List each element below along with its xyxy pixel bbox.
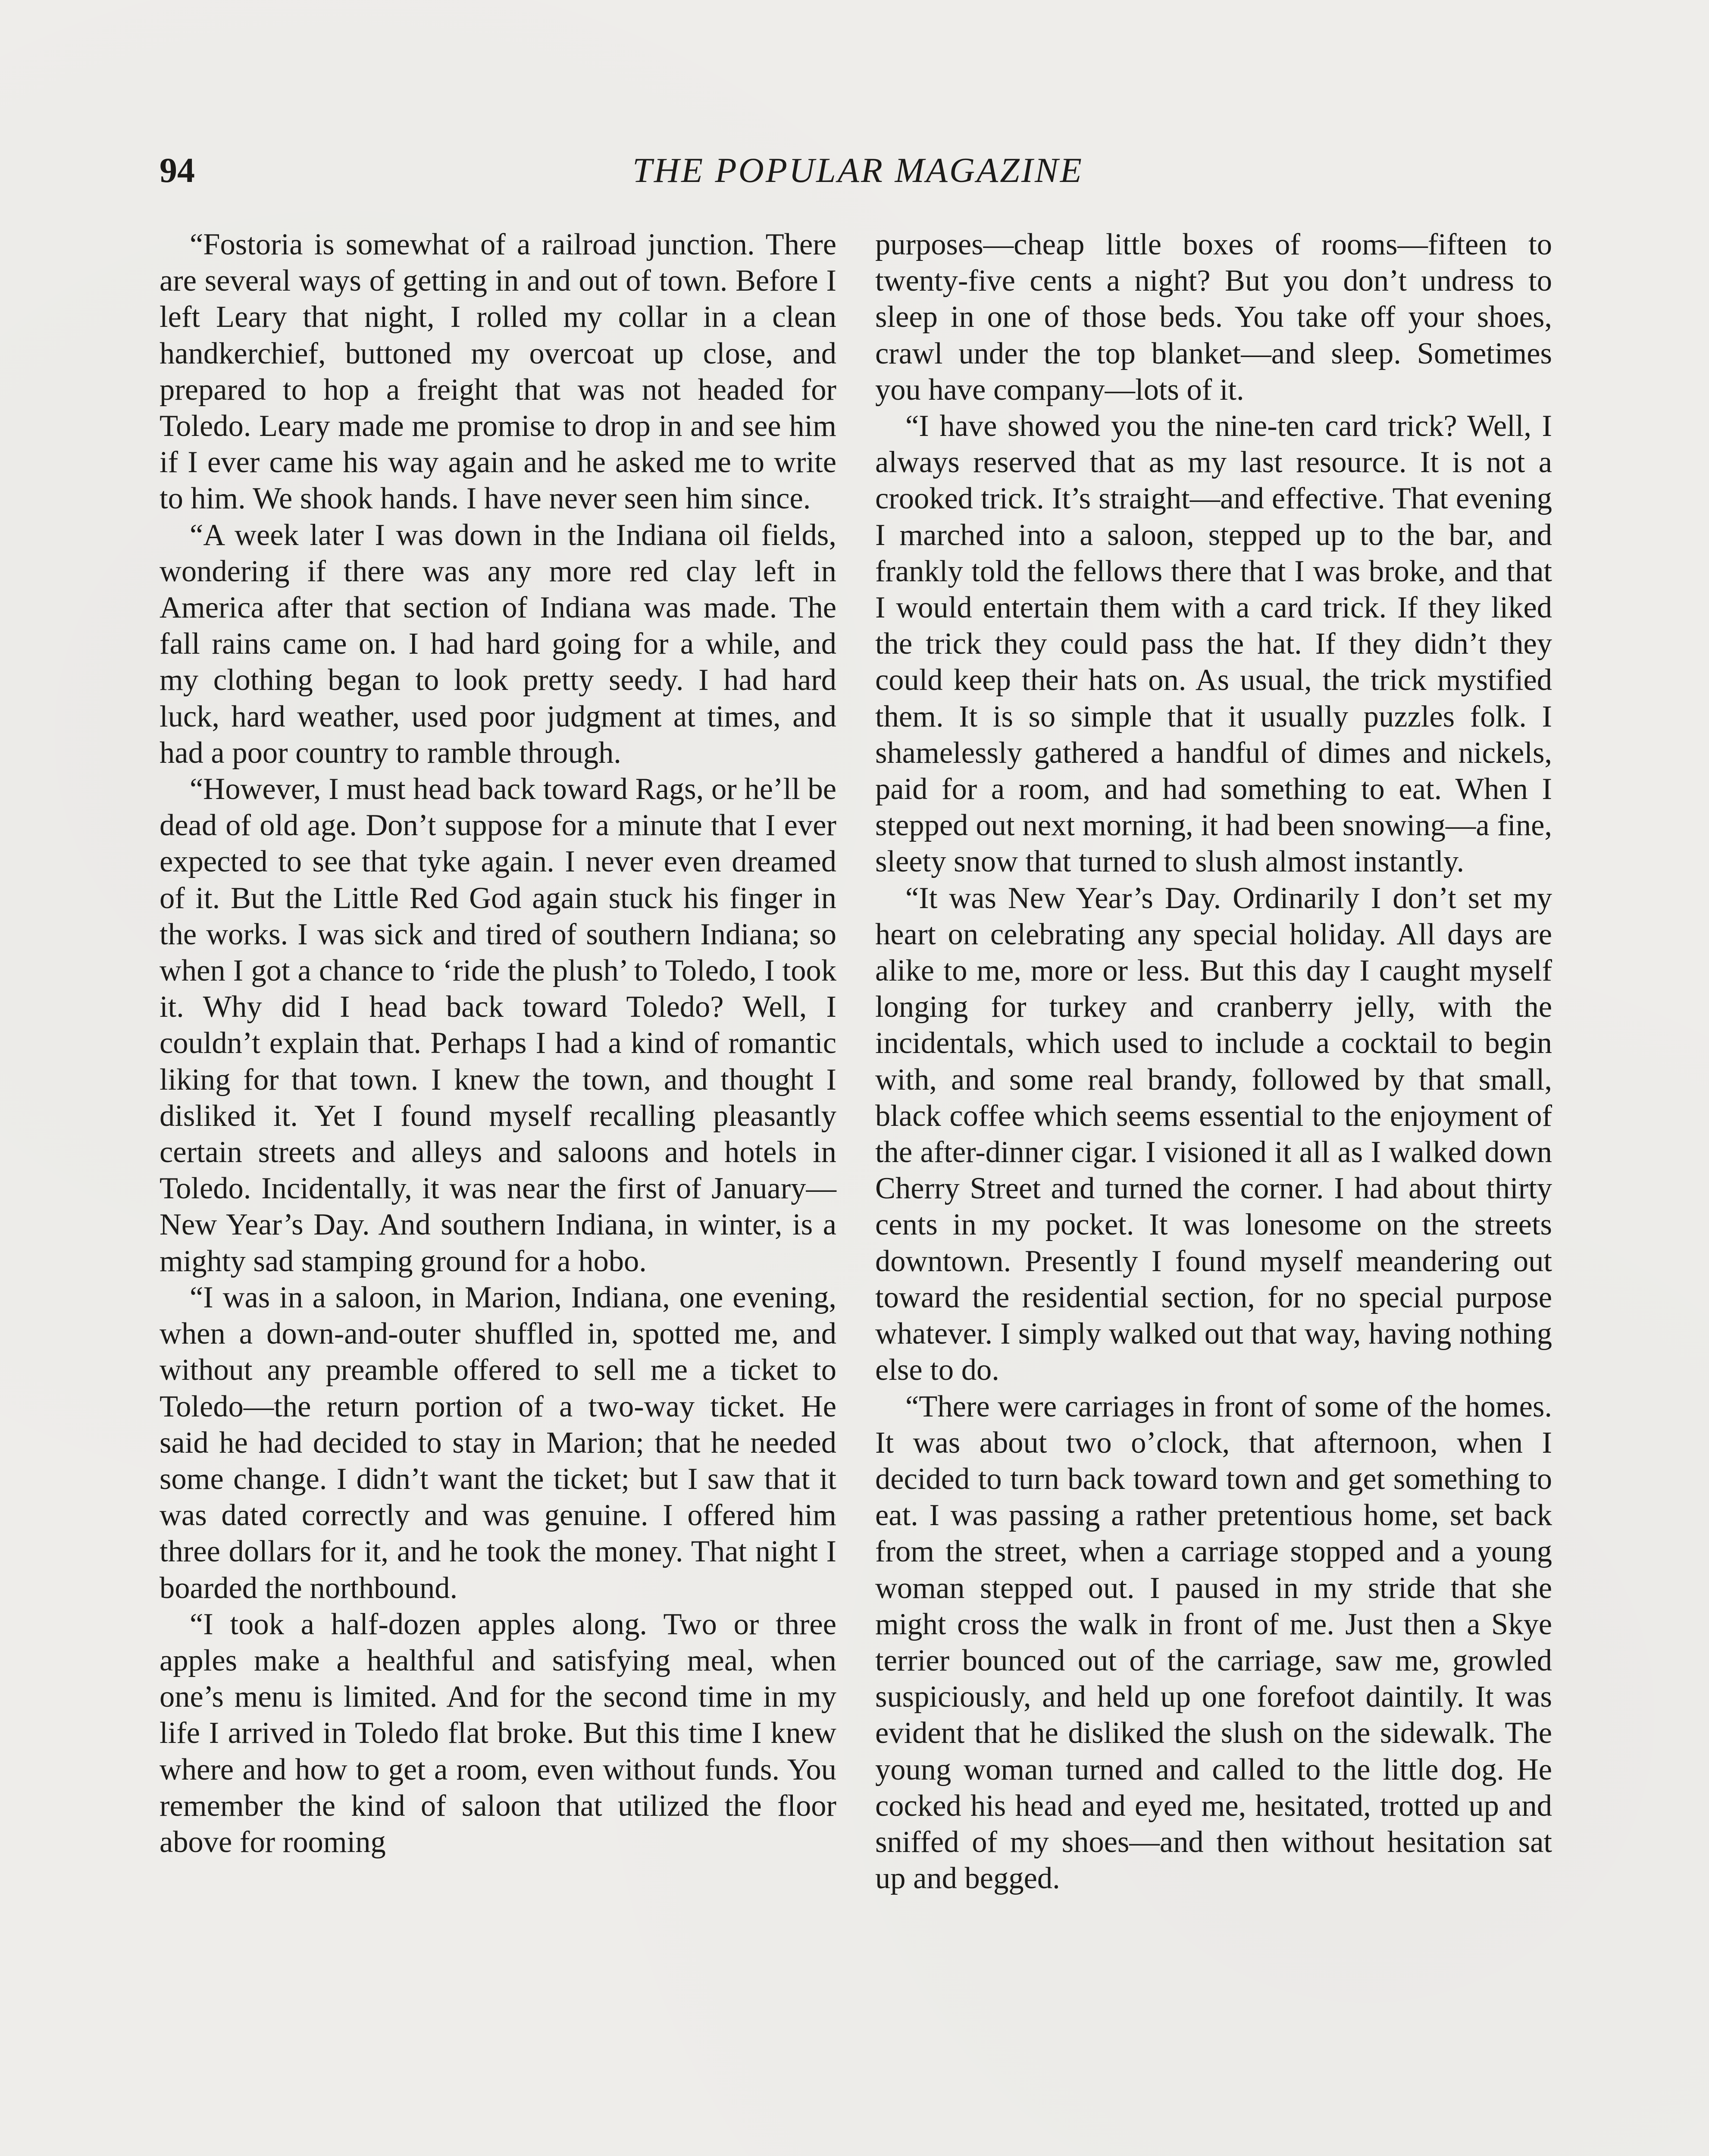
running-title: THE POPULAR MAGAZINE: [632, 150, 1083, 190]
page-number: 94: [160, 150, 195, 190]
paragraph: “There were carriages in front of some of the homes. It was about two o’clock, that afternoon, when I decided to turn back toward town and get something to eat. I was passing a rather pretentious home, set back from the street, when a carriage stopped and a young woman stepped out. I paused in my stride that she might cross the walk in front of me. Just then a Skye terrier bounced out of the carriage, saw me, growled suspiciously, and held up one forefoot daintily. It was evident that he disliked the slush on the sidewalk. The young woman turned and called to the little dog. He cocked his head and eyed me, hesitated, trotted up and sniffed of my shoes—and then without hesitation sat up and begged.: [875, 1389, 1552, 1896]
paragraph-continued: purposes—cheap little boxes of rooms—fifteen to twenty-five cents a night? But you don’t undress to sleep in one of those beds. You take off your shoes, crawl under the top blanket—and sleep. Sometimes you have company—lots of it.: [875, 228, 1552, 407]
right-column: [875, 226, 1552, 1896]
paragraph: “I was in a saloon, in Marion, Indiana, one evening, when a down-and-outer shuffled in, spotted me, and without any preamble offered to sell me a ticket to Toledo—the return portion of a two-way ticket. He said he had decided to stay in Marion; that he needed some change. I didn’t want the ticket; but I saw that it was dated correctly and was genuine. I offered him three dollars for it, and he took the money. That night I boarded the northbound.: [160, 1280, 836, 1605]
paragraph: “Fostoria is somewhat of a railroad junction. There are several ways of getting in and out of town. Before I left Leary that night, I rolled my collar in a clean handkerchief, buttoned my overcoat up close, and prepared to hop a freight that was not headed for Toledo. Leary made me promise to drop in and see him if I ever came his way again and he asked me to write to him. We shook hands. I have never seen him since.: [160, 228, 836, 516]
left-column: [160, 226, 836, 1860]
paragraph: “A week later I was down in the Indiana oil fields, wondering if there was any more red clay left in America after that section of Indiana was made. The fall rains came on. I had hard going for a while, and my clothing began to look pretty seedy. I had hard luck, hard weather, used poor judgment at times, and had a poor country to ramble through.: [160, 518, 836, 770]
paragraph: “I took a half-dozen apples along. Two or three apples make a healthful and satisfying meal, when one’s menu is limited. And for the second time in my life I arrived in Toledo flat broke. But this time I knew where and how to get a room, even without funds. You remember the kind of saloon that utilized the floor above for rooming: [160, 1607, 836, 1859]
paragraph: “It was New Year’s Day. Ordinarily I don’t set my heart on celebrating any special holiday. All days are alike to me, more or less. But this day I caught myself longing for turkey and cranberry jelly, with the incidentals, which used to include a cocktail to begin with, and some real brandy, followed by that small, black coffee which seems essential to the enjoyment of the after-dinner cigar. I visioned it all as I walked down Cherry Street and turned the corner. I had about thirty cents in my pocket. It was lonesome on the streets downtown. Presently I found myself meandering out toward the residential section, for no special purpose whatever. I simply walked out that way, having nothing else to do.: [875, 881, 1552, 1387]
page-header: [160, 147, 1556, 194]
paragraph: “However, I must head back toward Rags, or he’ll be dead of old age. Don’t suppose for a minute that I ever expected to see that tyke again. I never even dreamed of it. But the Little Red God again stuck his finger in the works. I was sick and tired of southern Indiana; so when I got a chance to ‘ride the plush’ to Toledo, I took it. Why did I head back toward Toledo? Well, I couldn’t explain that. Perhaps I had a kind of romantic liking for that town. I knew the town, and thought I disliked it. Yet I found myself recalling pleasantly certain streets and alleys and saloons and hotels in Toledo. Incidentally, it was near the first of January—New Year’s Day. And southern Indiana, in winter, is a mighty sad stamping ground for a hobo.: [160, 772, 836, 1278]
paragraph: “I have showed you the nine-ten card trick? Well, I always reserved that as my last resource. It is not a crooked trick. It’s straight—and effective. That evening I marched into a saloon, stepped up to the bar, and frankly told the fellows there that I was broke, and that I would entertain them with a card trick. If they liked the trick they could pass the hat. If they didn’t they could keep their hats on. As usual, the trick mystified them. It is so simple that it usually puzzles folk. I shamelessly gathered a handful of dimes and nickels, paid for a room, and had something to eat. When I stepped out next morning, it had been snowing—a fine, sleety snow that turned to slush almost instantly.: [875, 409, 1552, 879]
